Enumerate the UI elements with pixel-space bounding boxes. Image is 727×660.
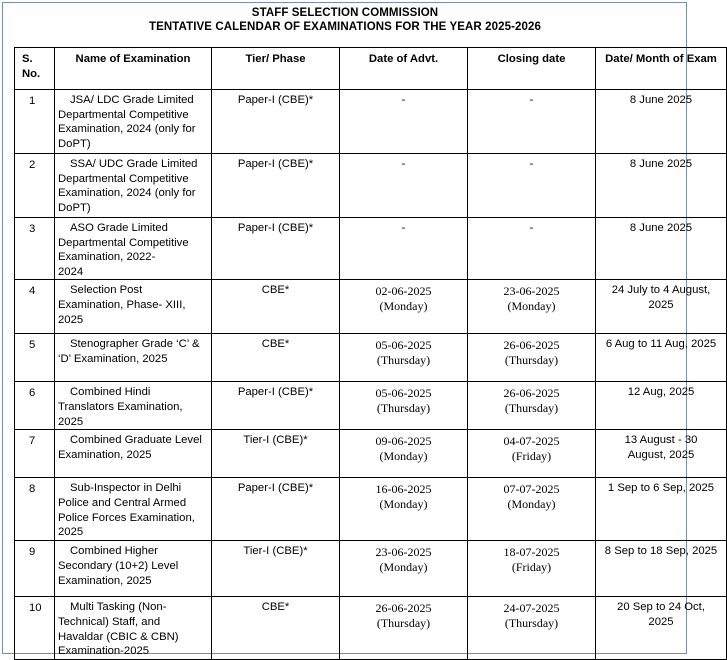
exam-name-line: Sub-Inspector in Delhi bbox=[70, 482, 182, 495]
cell-closing-day: (Thursday) bbox=[504, 615, 559, 630]
exam-date-line: 2025 bbox=[648, 615, 674, 628]
cell-advt-date: 23-06-2025 bbox=[375, 545, 432, 560]
cell-sno bbox=[15, 478, 55, 541]
cell-closing-day: (Friday) bbox=[511, 559, 552, 574]
cell-closing bbox=[468, 478, 596, 541]
cell-advt bbox=[340, 430, 468, 478]
sno-text: 9 bbox=[29, 546, 36, 559]
cell-closing-date: - bbox=[529, 94, 534, 106]
cell-closing-day: (Thursday) bbox=[504, 400, 559, 415]
cell-advt-day: (Thursday) bbox=[376, 352, 431, 367]
cell-exam-name bbox=[55, 280, 212, 334]
cell-advt-day: (Monday) bbox=[379, 448, 428, 463]
exam-name-line: Stenographer Grade ‘C’ & bbox=[70, 338, 200, 351]
cell-closing-date: 04-07-2025 bbox=[503, 434, 560, 449]
tier-text: CBE* bbox=[261, 284, 290, 297]
exam-date-line: 6 Aug to 11 Aug, 2025 bbox=[605, 338, 717, 351]
cell-exam-date bbox=[596, 430, 727, 478]
cell-closing-date: 07-07-2025 bbox=[503, 482, 560, 497]
exam-name-line: 2025 bbox=[58, 415, 84, 428]
col-header-closing: Closing date bbox=[468, 48, 596, 90]
exam-name-line: Combined Graduate Level bbox=[70, 434, 202, 447]
cell-advt-date: 09-06-2025 bbox=[375, 434, 432, 449]
cell-closing bbox=[468, 334, 596, 382]
cell-closing bbox=[468, 218, 596, 280]
sno-text: 1 bbox=[29, 95, 36, 107]
cell-advt bbox=[340, 154, 468, 218]
exam-date-line: 12 Aug, 2025 bbox=[627, 386, 695, 399]
exam-name-line: ‘D’ Examination, 2025 bbox=[58, 352, 168, 365]
table-row bbox=[15, 280, 727, 334]
cell-advt-day: (Monday) bbox=[379, 559, 428, 574]
exam-name-line: SSA/ UDC Grade Limited bbox=[70, 158, 198, 170]
table-row bbox=[15, 90, 727, 154]
cell-closing-date: 23-06-2025 bbox=[503, 284, 560, 299]
sno-text: 3 bbox=[29, 223, 36, 235]
exam-name-line: Selection Post bbox=[70, 284, 143, 297]
sno-text: 4 bbox=[29, 285, 36, 298]
cell-closing bbox=[468, 597, 596, 659]
cell-exam-date bbox=[596, 280, 727, 334]
cell-exam-name bbox=[55, 597, 212, 659]
tier-text: Paper-I (CBE)* bbox=[237, 94, 314, 106]
sno-text: 2 bbox=[29, 159, 36, 171]
table-row bbox=[15, 597, 727, 659]
exam-date-line: 8 Sep to 18 Sep, 2025 bbox=[604, 545, 718, 558]
exam-name-line: 2025 bbox=[58, 526, 84, 539]
cell-advt-date: - bbox=[401, 158, 406, 170]
exam-name-line: Multi Tasking (Non- bbox=[70, 601, 167, 614]
cell-closing-date: 18-07-2025 bbox=[503, 545, 560, 560]
cell-exam-date bbox=[596, 154, 727, 218]
tier-text: CBE* bbox=[261, 338, 290, 351]
cell-exam-date bbox=[596, 382, 727, 430]
cell-closing bbox=[468, 280, 596, 334]
exam-name-line: Examination, 2022- bbox=[58, 251, 156, 264]
table-row bbox=[15, 154, 727, 218]
cell-exam-name bbox=[55, 90, 212, 154]
exam-date-line: 8 June 2025 bbox=[629, 222, 693, 234]
cell-exam-name bbox=[55, 478, 212, 541]
cell-tier bbox=[212, 218, 340, 280]
exam-name-line: Examination, 2025 bbox=[58, 448, 152, 461]
cell-exam-name bbox=[55, 430, 212, 478]
cell-advt-day: (Thursday) bbox=[376, 615, 431, 630]
table-row bbox=[15, 478, 727, 541]
cell-closing bbox=[468, 382, 596, 430]
exam-name-line: 2024 bbox=[58, 265, 84, 278]
cell-advt-date: 26-06-2025 bbox=[375, 601, 432, 616]
cell-exam-date bbox=[596, 334, 727, 382]
cell-advt bbox=[340, 478, 468, 541]
col-header-sno-line1: S. bbox=[22, 53, 33, 65]
page-title: STAFF SELECTION COMMISSION bbox=[251, 7, 439, 19]
col-header-name: Name of Examination bbox=[55, 48, 212, 90]
cell-tier bbox=[212, 478, 340, 541]
col-header-advt: Date of Advt. bbox=[340, 48, 468, 90]
sno-text: 7 bbox=[29, 435, 36, 448]
col-header-sno bbox=[15, 48, 55, 90]
cell-advt-day: (Monday) bbox=[379, 298, 428, 313]
cell-tier bbox=[212, 382, 340, 430]
cell-exam-date bbox=[596, 90, 727, 154]
exam-name-line: Departmental Competitive bbox=[58, 172, 189, 185]
sno-text: 5 bbox=[29, 339, 36, 352]
table-row bbox=[15, 541, 727, 597]
col-header-tier: Tier/ Phase bbox=[212, 48, 340, 90]
cell-closing-day: (Monday) bbox=[507, 298, 556, 313]
exam-name-line: JSA/ LDC Grade Limited bbox=[70, 94, 194, 106]
cell-closing bbox=[468, 541, 596, 597]
exam-date-line: 8 June 2025 bbox=[629, 94, 693, 106]
cell-sno bbox=[15, 541, 55, 597]
cell-exam-date bbox=[596, 597, 727, 659]
cell-closing-date: 24-07-2025 bbox=[503, 601, 560, 616]
exam-name-line: Police and Central Armed bbox=[58, 496, 187, 509]
table-row bbox=[15, 218, 727, 280]
tier-text: Paper-I (CBE)* bbox=[237, 158, 314, 170]
exam-name-line: Combined Hindi bbox=[70, 386, 151, 399]
table-row bbox=[15, 430, 727, 478]
exam-name-line: Police Forces Examination, bbox=[58, 511, 195, 524]
exam-name-line: Translators Examination, bbox=[58, 400, 183, 413]
cell-tier bbox=[212, 430, 340, 478]
cell-exam-name bbox=[55, 218, 212, 280]
table-row bbox=[15, 382, 727, 430]
exam-date-line: 24 July to 4 August, bbox=[611, 284, 711, 297]
cell-exam-name bbox=[55, 382, 212, 430]
cell-closing-date: 26-06-2025 bbox=[503, 338, 560, 353]
page-subtitle: TENTATIVE CALENDAR OF EXAMINATIONS FOR THE YEAR 2025-2026 bbox=[148, 21, 542, 33]
cell-advt bbox=[340, 597, 468, 659]
col-header-sno-line2: No. bbox=[22, 67, 41, 80]
cell-closing-day: (Thursday) bbox=[504, 352, 559, 367]
cell-closing-day: (Monday) bbox=[507, 496, 556, 511]
cell-tier bbox=[212, 597, 340, 659]
exam-name-line: ASO Grade Limited bbox=[70, 222, 168, 234]
cell-tier bbox=[212, 334, 340, 382]
cell-advt bbox=[340, 280, 468, 334]
cell-exam-name bbox=[55, 334, 212, 382]
cell-exam-date bbox=[596, 478, 727, 541]
table-row bbox=[15, 334, 727, 382]
exam-name-line: DoPT) bbox=[58, 137, 91, 150]
cell-closing-day: (Friday) bbox=[511, 448, 552, 463]
exam-date-line: 8 June 2025 bbox=[629, 158, 693, 170]
exam-name-line: Examination, 2025 bbox=[58, 574, 152, 587]
cell-advt-day: (Thursday) bbox=[376, 400, 431, 415]
cell-sno bbox=[15, 334, 55, 382]
cell-tier bbox=[212, 154, 340, 218]
cell-exam-date bbox=[596, 218, 727, 280]
cell-advt-date: 02-06-2025 bbox=[375, 284, 432, 299]
sno-text: 10 bbox=[29, 602, 42, 615]
sno-text: 6 bbox=[29, 387, 36, 400]
cell-tier bbox=[212, 541, 340, 597]
cell-closing-date: - bbox=[529, 158, 534, 170]
cell-advt-date: - bbox=[401, 222, 406, 234]
cell-sno bbox=[15, 90, 55, 154]
cell-advt bbox=[340, 382, 468, 430]
exam-date-line: 2025 bbox=[648, 298, 674, 311]
table-header-row bbox=[15, 48, 727, 90]
tier-text: Paper-I (CBE)* bbox=[237, 222, 314, 234]
cell-advt bbox=[340, 90, 468, 154]
exam-calendar-table bbox=[14, 47, 727, 660]
exam-date-line: 13 August - 30 bbox=[624, 434, 698, 447]
cell-tier bbox=[212, 280, 340, 334]
exam-name-line: Examination, 2024 (only for bbox=[58, 123, 196, 136]
exam-name-line: 2025 bbox=[58, 313, 84, 326]
cell-tier bbox=[212, 90, 340, 154]
cell-closing bbox=[468, 430, 596, 478]
cell-closing bbox=[468, 154, 596, 218]
cell-sno bbox=[15, 382, 55, 430]
cell-advt-date: 05-06-2025 bbox=[375, 338, 432, 353]
cell-closing-date: 26-06-2025 bbox=[503, 386, 560, 401]
exam-name-line: Secondary (10+2) Level bbox=[58, 559, 179, 572]
cell-exam-date bbox=[596, 541, 727, 597]
cell-advt bbox=[340, 218, 468, 280]
cell-sno bbox=[15, 280, 55, 334]
cell-sno bbox=[15, 597, 55, 659]
sno-text: 8 bbox=[29, 483, 36, 496]
cell-advt bbox=[340, 541, 468, 597]
exam-name-line: Examination, Phase- XIII, bbox=[58, 298, 186, 311]
exam-name-line: Departmental Competitive bbox=[58, 108, 189, 121]
tier-text: Tier-I (CBE)* bbox=[243, 545, 308, 558]
cell-advt-date: 05-06-2025 bbox=[375, 386, 432, 401]
cell-sno bbox=[15, 154, 55, 218]
exam-name-line: Havaldar (CBIC & CBN) bbox=[58, 630, 179, 643]
cell-advt-date: - bbox=[401, 94, 406, 106]
exam-date-line: 20 Sep to 24 Oct, bbox=[617, 601, 705, 614]
cell-advt bbox=[340, 334, 468, 382]
exam-name-line: Departmental Competitive bbox=[58, 236, 189, 249]
cell-closing bbox=[468, 90, 596, 154]
exam-date-line: 1 Sep to 6 Sep, 2025 bbox=[607, 482, 715, 495]
cell-advt-day: (Monday) bbox=[379, 496, 428, 511]
cell-advt-date: 16-06-2025 bbox=[375, 482, 432, 497]
col-header-exam: Date/ Month of Exam bbox=[596, 48, 727, 90]
cell-closing-date: - bbox=[529, 222, 534, 234]
exam-name-line: Combined Higher bbox=[70, 545, 158, 558]
tier-text: Paper-I (CBE)* bbox=[237, 386, 314, 399]
cell-exam-name bbox=[55, 154, 212, 218]
tier-text: Paper-I (CBE)* bbox=[237, 482, 314, 495]
cell-exam-name bbox=[55, 541, 212, 597]
tier-text: Tier-I (CBE)* bbox=[243, 434, 308, 447]
exam-name-line: DoPT) bbox=[58, 201, 91, 214]
exam-name-line: Technical) Staff, and bbox=[58, 615, 161, 628]
cell-sno bbox=[15, 218, 55, 280]
exam-name-line: Examination-2025 bbox=[58, 645, 150, 658]
exam-date-line: August, 2025 bbox=[627, 448, 695, 461]
tier-text: CBE* bbox=[261, 601, 290, 614]
cell-sno bbox=[15, 430, 55, 478]
exam-name-line: Examination, 2024 (only for bbox=[58, 187, 196, 200]
